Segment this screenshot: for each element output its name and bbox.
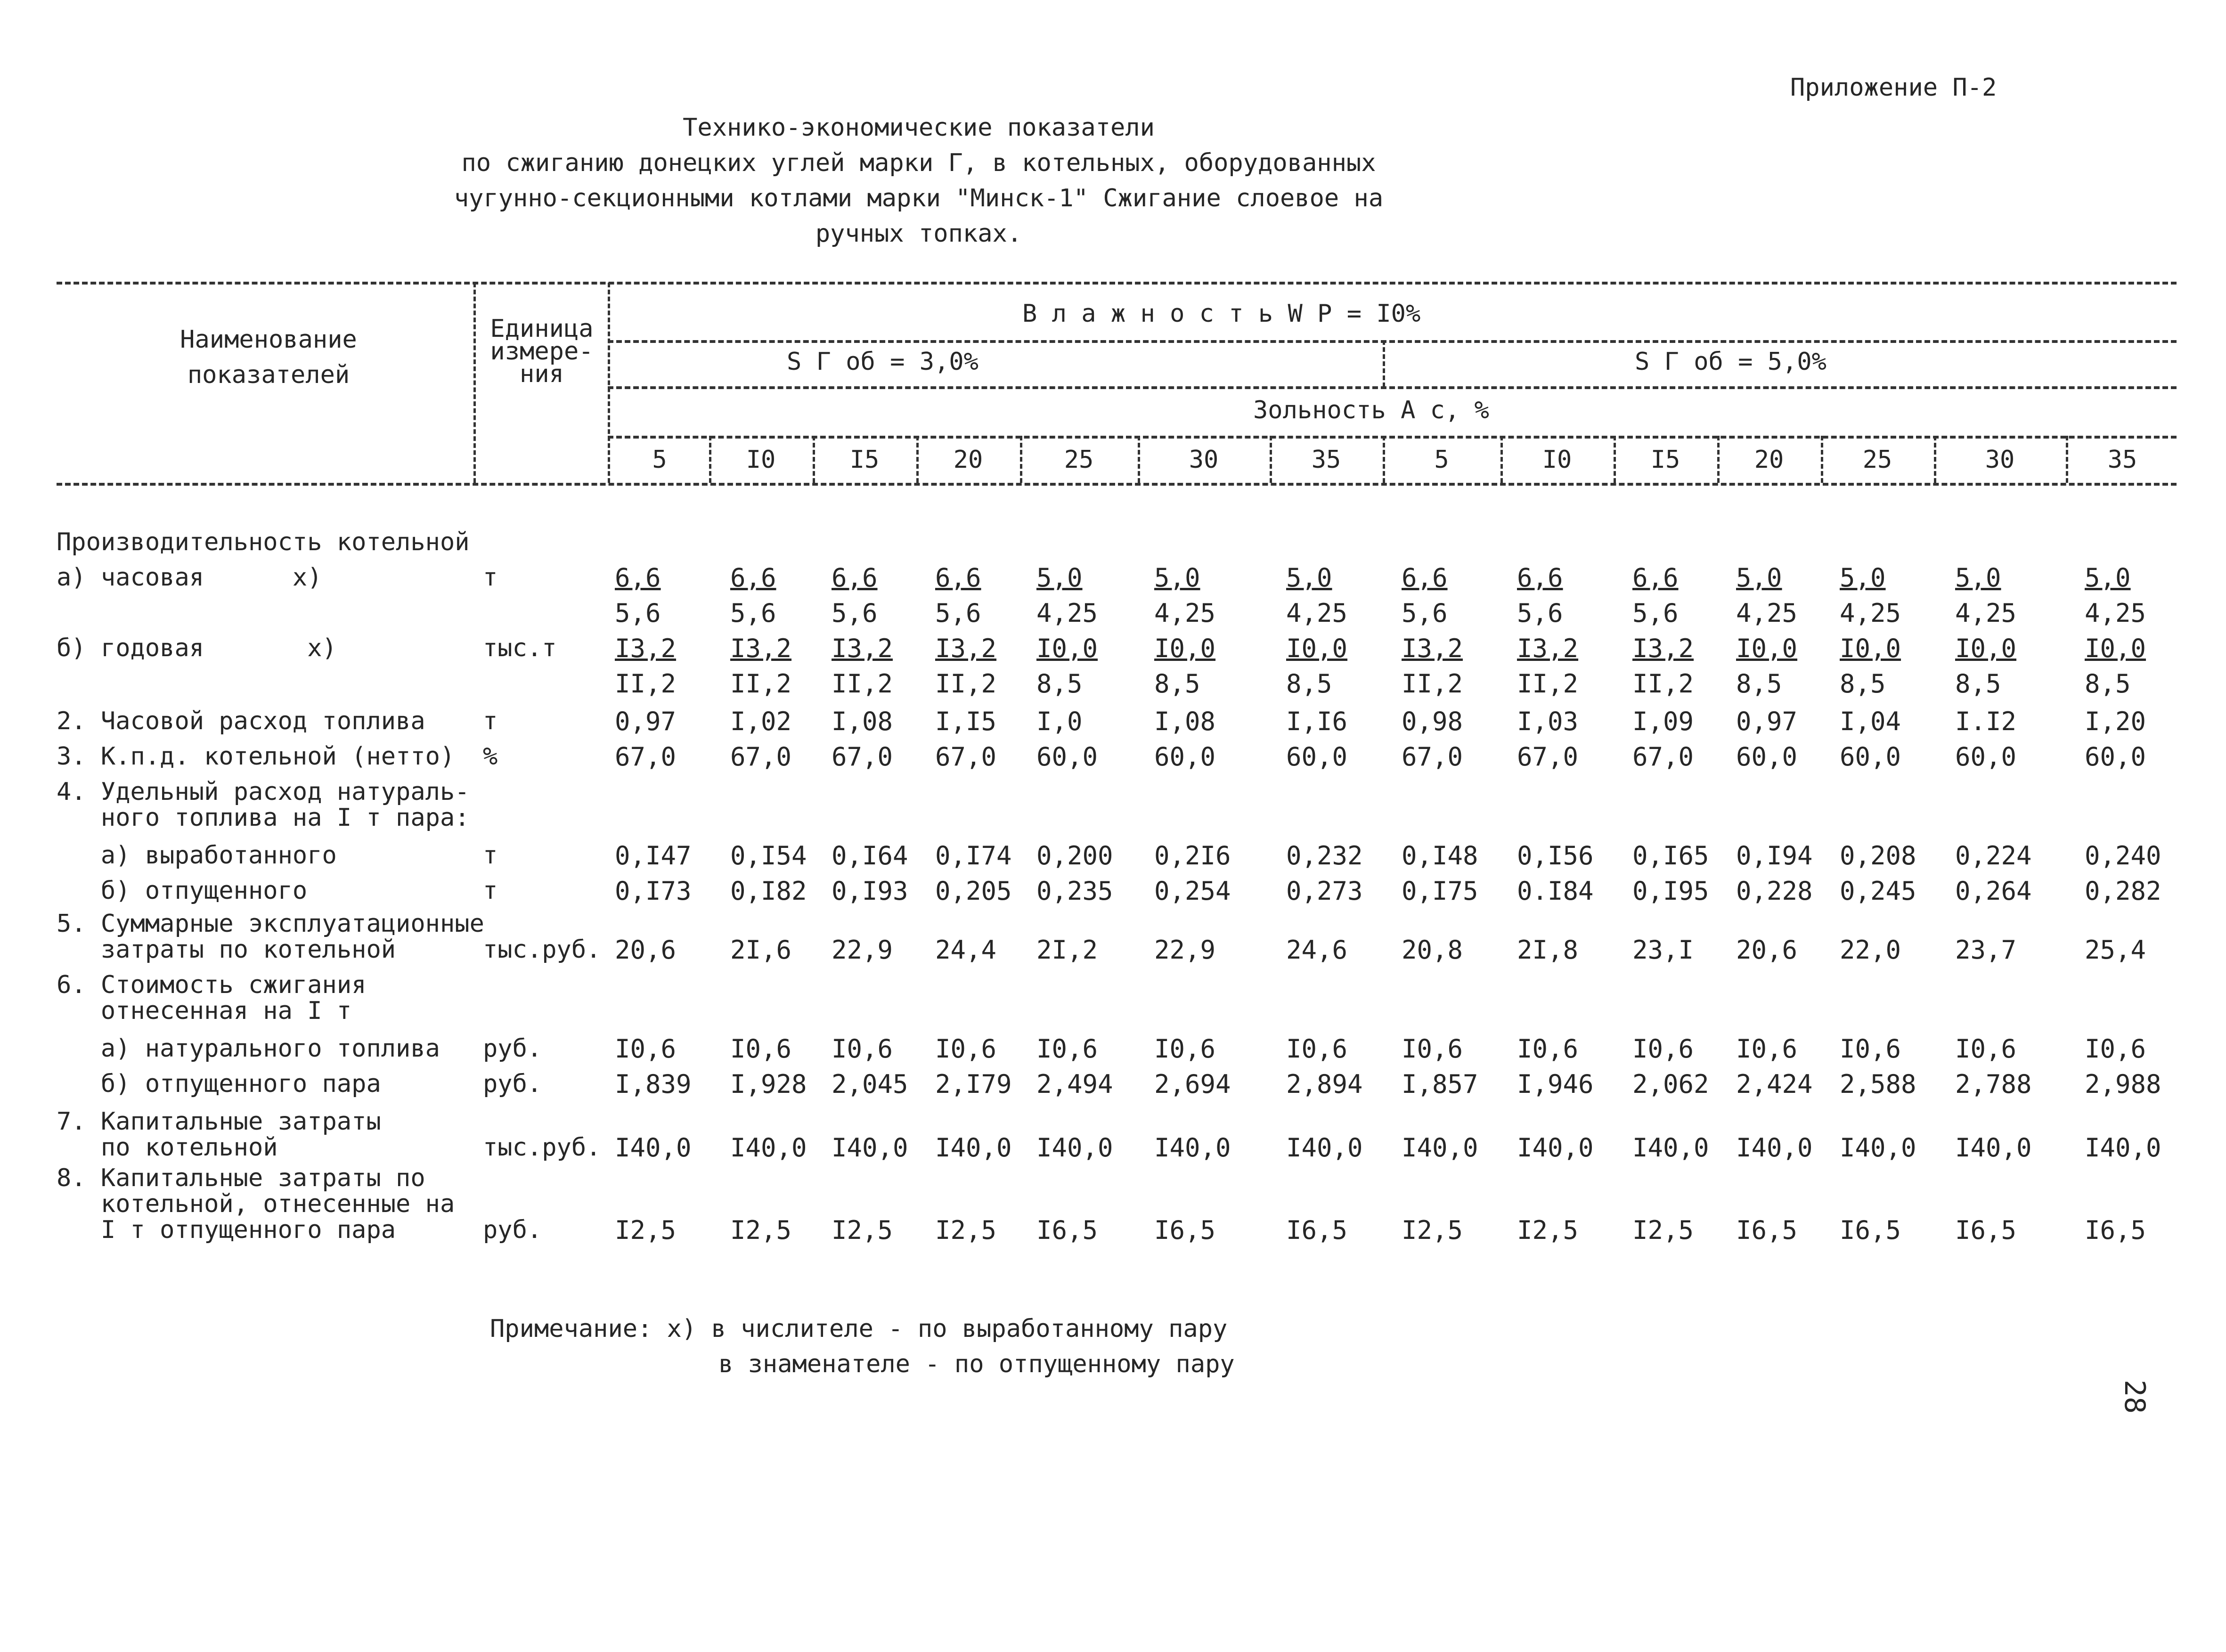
table-cell: 0,I74: [935, 841, 1012, 871]
table-cell: 0,I95: [1632, 876, 1709, 906]
table-cell: 60,0: [1840, 742, 1901, 772]
table-cell: 0,I94: [1736, 841, 1813, 871]
table-cell: 8,5: [1036, 669, 1083, 699]
header-unit-line-2: измере-: [490, 337, 594, 366]
table-cell: I40,0: [832, 1133, 908, 1163]
row-unit: %: [483, 742, 498, 771]
table-cell: I3,2: [1632, 634, 1694, 663]
table-cell: I40,0: [615, 1133, 692, 1163]
table-cell: I,928: [730, 1069, 807, 1099]
table-cell: I2,5: [1632, 1215, 1694, 1245]
table-cell: I3,2: [730, 634, 792, 663]
table-cell: I0,6: [935, 1034, 997, 1064]
title-line-3: чугунно-секционными котлами марки "Минск-1" Сжигание слоевое на: [454, 184, 1384, 212]
note-line-2: в знаменателе - по отпущенному пару: [718, 1350, 1235, 1378]
table-cell: I0,6: [1402, 1034, 1463, 1064]
table-cell: I40,0: [1955, 1133, 2032, 1163]
table-cell: I,0: [1036, 707, 1083, 736]
table-cell: 2,494: [1036, 1069, 1113, 1099]
table-cell: 4,25: [1840, 598, 1901, 628]
row-label: б) годовая х): [57, 634, 337, 662]
sulfur-right-header: S Г об = 5,0%: [1635, 348, 1826, 376]
table-cell: I0,6: [1632, 1034, 1694, 1064]
table-cell: 2I,6: [730, 935, 792, 965]
ash-value: 5: [1434, 446, 1449, 474]
moisture-header: В л а ж н о с т ь W P = I0%: [1022, 300, 1421, 328]
table-cell: 4,25: [1955, 598, 2017, 628]
table-cell: 0,98: [1402, 707, 1463, 736]
table-cell: I6,5: [1736, 1215, 1798, 1245]
table-cell: I3,2: [832, 634, 893, 663]
table-cell: 20,6: [615, 935, 677, 965]
row-label: а) натурального топлива: [57, 1034, 440, 1063]
table-cell: 4,25: [1036, 598, 1098, 628]
table-cell: I0,6: [1517, 1034, 1579, 1064]
table-cell: 0,I93: [832, 876, 908, 906]
table-cell: 67,0: [1632, 742, 1694, 772]
table-cell: 5,6: [832, 598, 878, 628]
table-cell: I3,2: [615, 634, 677, 663]
header-name-line-1: Наименование: [180, 326, 357, 354]
row-label: по котельной: [57, 1133, 278, 1162]
table-cell: I0,6: [1286, 1034, 1348, 1064]
header-unit-line-1: Единица: [490, 315, 594, 343]
ash-value: 20: [1754, 446, 1784, 474]
table-cell: 5,0: [1736, 563, 1782, 593]
table-cell: 4,25: [1154, 598, 1216, 628]
table-cell: I,02: [730, 707, 792, 736]
table-cell: 5,0: [2085, 563, 2131, 593]
table-cell: 6,6: [730, 563, 776, 593]
row-label: б) отпущенного пара: [57, 1070, 381, 1098]
table-cell: I0,6: [615, 1034, 677, 1064]
table-cell: 67,0: [1517, 742, 1579, 772]
table-cell: II,2: [1632, 669, 1694, 699]
sulfur-left-header: S Г об = 3,0%: [787, 348, 978, 376]
table-cell: 5,6: [730, 598, 776, 628]
table-cell: I40,0: [1840, 1133, 1916, 1163]
table-cell: I6,5: [1036, 1215, 1098, 1245]
table-cell: 0,I65: [1632, 841, 1709, 871]
table-cell: I0,0: [1036, 634, 1098, 663]
table-cell: I,946: [1517, 1069, 1594, 1099]
row-label: Производительность котельной: [57, 528, 470, 556]
table-cell: 24,6: [1286, 935, 1348, 965]
header-rule-1: [608, 340, 2177, 343]
table-cell: II,2: [935, 669, 997, 699]
table-cell: I2,5: [615, 1215, 677, 1245]
table-cell: 67,0: [1402, 742, 1463, 772]
table-cell: 67,0: [935, 742, 997, 772]
table-cell: 60,0: [1286, 742, 1348, 772]
header-rule-3: [608, 436, 2177, 439]
table-cell: 5,0: [1154, 563, 1200, 593]
table-cell: I40,0: [1036, 1133, 1113, 1163]
column-divider-name: [473, 283, 476, 483]
ash-value: I5: [1650, 446, 1680, 474]
table-cell: 2,424: [1736, 1069, 1813, 1099]
table-cell: I3,2: [935, 634, 997, 663]
table-cell: 8,5: [1840, 669, 1886, 699]
table-cell: I.I2: [1955, 707, 2017, 736]
row-unit: тыс.руб.: [483, 1133, 601, 1162]
row-label: а) часовая х): [57, 563, 322, 592]
header-bottom-rule: [57, 483, 2177, 486]
table-cell: II,2: [1517, 669, 1579, 699]
ash-header: Зольность A c, %: [1253, 396, 1489, 424]
appendix-label: Приложение П-2: [1790, 73, 1997, 102]
row-label: ного топлива на I т пара:: [57, 804, 470, 832]
row-label: 2. Часовой расход топлива: [57, 707, 425, 735]
table-cell: I,839: [615, 1069, 692, 1099]
table-cell: 0,I48: [1402, 841, 1478, 871]
table-cell: 0,200: [1036, 841, 1113, 871]
ash-value: I0: [1542, 446, 1572, 474]
table-cell: I,08: [1154, 707, 1216, 736]
row-label: 7. Капитальные затраты: [57, 1107, 381, 1136]
table-cell: 60,0: [1036, 742, 1098, 772]
table-cell: 2,788: [1955, 1069, 2032, 1099]
table-cell: 0,254: [1154, 876, 1231, 906]
table-cell: I2,5: [730, 1215, 792, 1245]
table-cell: I,09: [1632, 707, 1694, 736]
table-cell: 22,9: [832, 935, 893, 965]
table-cell: 5,0: [1840, 563, 1886, 593]
table-cell: 0,I73: [615, 876, 692, 906]
table-cell: 0,282: [2085, 876, 2161, 906]
table-cell: 20,6: [1736, 935, 1798, 965]
table-cell: II,2: [832, 669, 893, 699]
table-cell: I3,2: [1402, 634, 1463, 663]
table-cell: I0,6: [832, 1034, 893, 1064]
table-cell: 5,6: [615, 598, 661, 628]
title-line-2: по сжиганию донецких углей марки Г, в котельных, оборудованных: [461, 149, 1376, 177]
table-cell: I2,5: [832, 1215, 893, 1245]
table-cell: 5,6: [935, 598, 981, 628]
table-cell: I6,5: [1154, 1215, 1216, 1245]
table-cell: I40,0: [935, 1133, 1012, 1163]
header-unit-line-3: ния: [520, 360, 564, 388]
table-cell: I0,6: [1154, 1034, 1216, 1064]
table-cell: I40,0: [1736, 1133, 1813, 1163]
table-cell: I0,0: [1286, 634, 1348, 663]
table-cell: 0,97: [615, 707, 677, 736]
table-cell: 5,6: [1517, 598, 1563, 628]
table-cell: 8,5: [1955, 669, 2001, 699]
table-cell: 4,25: [1736, 598, 1798, 628]
table-cell: 2I,2: [1036, 935, 1098, 965]
table-cell: 0,240: [2085, 841, 2161, 871]
table-cell: I0,6: [1955, 1034, 2017, 1064]
row-unit: т: [483, 563, 498, 592]
ash-value: 5: [652, 446, 667, 474]
table-cell: 5,6: [1632, 598, 1679, 628]
table-cell: 0,I54: [730, 841, 807, 871]
table-cell: 0,273: [1286, 876, 1363, 906]
ash-value: 25: [1862, 446, 1892, 474]
table-cell: 2,988: [2085, 1069, 2161, 1099]
column-divider-unit: [608, 283, 610, 483]
table-cell: I,20: [2085, 707, 2146, 736]
table-cell: I6,5: [2085, 1215, 2146, 1245]
row-unit: руб.: [483, 1216, 542, 1244]
row-label: 3. К.п.д. котельной (нетто): [57, 742, 455, 771]
table-cell: 67,0: [615, 742, 677, 772]
row-label: 6. Стоимость сжигания: [57, 971, 367, 999]
ash-value: 20: [953, 446, 983, 474]
table-cell: I6,5: [1840, 1215, 1901, 1245]
note-line-1: Примечание: х) в числителе - по выработанному пару: [490, 1315, 1228, 1343]
page-number: 28: [2118, 1379, 2152, 1414]
table-cell: I2,5: [1517, 1215, 1579, 1245]
ash-value: I5: [849, 446, 880, 474]
table-cell: I0,0: [1736, 634, 1798, 663]
table-cell: I40,0: [1517, 1133, 1594, 1163]
table-cell: 23,7: [1955, 935, 2017, 965]
table-cell: 23,I: [1632, 935, 1694, 965]
table-cell: 60,0: [1154, 742, 1216, 772]
table-cell: 0,205: [935, 876, 1012, 906]
table-cell: I40,0: [2085, 1133, 2161, 1163]
row-unit: т: [483, 877, 498, 905]
table-cell: 6,6: [615, 563, 661, 593]
table-cell: 0,I47: [615, 841, 692, 871]
header-rule-2: [608, 386, 2177, 389]
table-cell: 8,5: [1154, 669, 1200, 699]
table-top-rule: [57, 282, 2177, 285]
table-cell: 0,I64: [832, 841, 908, 871]
table-cell: 0,I56: [1517, 841, 1594, 871]
table-cell: I6,5: [1286, 1215, 1348, 1245]
sulfur-divider: [1383, 340, 1385, 387]
ash-value: I0: [746, 446, 776, 474]
table-cell: I40,0: [1402, 1133, 1478, 1163]
row-label: б) отпущенного: [57, 877, 308, 905]
table-cell: 6,6: [1402, 563, 1448, 593]
table-cell: 2,062: [1632, 1069, 1709, 1099]
ash-value: 35: [2107, 446, 2137, 474]
row-label: 5. Суммарные эксплуатационные: [57, 910, 484, 938]
table-cell: I0,0: [1840, 634, 1901, 663]
table-cell: 25,4: [2085, 935, 2146, 965]
table-cell: II,2: [1402, 669, 1463, 699]
table-cell: 0,208: [1840, 841, 1916, 871]
table-cell: I3,2: [1517, 634, 1579, 663]
table-cell: 5,0: [1036, 563, 1083, 593]
title-line-4: ручных топках.: [815, 220, 1022, 248]
table-cell: I40,0: [730, 1133, 807, 1163]
ash-value: 35: [1311, 446, 1341, 474]
table-cell: 0,245: [1840, 876, 1916, 906]
table-cell: I0,6: [1036, 1034, 1098, 1064]
row-unit: руб.: [483, 1070, 542, 1098]
table-cell: 5,0: [1955, 563, 2001, 593]
table-cell: 22,9: [1154, 935, 1216, 965]
row-label: затраты по котельной: [57, 936, 396, 964]
table-cell: 4,25: [1286, 598, 1348, 628]
table-cell: 8,5: [2085, 669, 2131, 699]
table-cell: 2,588: [1840, 1069, 1916, 1099]
table-cell: 60,0: [1736, 742, 1798, 772]
table-cell: 8,5: [1736, 669, 1782, 699]
table-cell: I0,6: [1736, 1034, 1798, 1064]
table-cell: 24,4: [935, 935, 997, 965]
row-unit: тыс.руб.: [483, 936, 601, 964]
table-cell: 2,894: [1286, 1069, 1363, 1099]
table-cell: I,857: [1402, 1069, 1478, 1099]
table-cell: 20,8: [1402, 935, 1463, 965]
row-unit: руб.: [483, 1034, 542, 1063]
table-cell: 0.I84: [1517, 876, 1594, 906]
table-cell: 60,0: [1955, 742, 2017, 772]
row-label: котельной, отнесенные на: [57, 1190, 455, 1218]
ash-value: 30: [1985, 446, 2015, 474]
table-cell: I0,6: [1840, 1034, 1901, 1064]
table-cell: 0,224: [1955, 841, 2032, 871]
table-cell: I6,5: [1955, 1215, 2017, 1245]
table-cell: 6,6: [1632, 563, 1679, 593]
row-label: 8. Капитальные затраты по: [57, 1164, 425, 1192]
table-cell: I,04: [1840, 707, 1901, 736]
table-cell: I2,5: [1402, 1215, 1463, 1245]
table-cell: 0,264: [1955, 876, 2032, 906]
table-cell: I40,0: [1632, 1133, 1709, 1163]
table-cell: 6,6: [832, 563, 878, 593]
table-cell: 67,0: [832, 742, 893, 772]
row-label: отнесенная на I т: [57, 997, 352, 1025]
table-cell: I0,6: [2085, 1034, 2146, 1064]
table-cell: II,2: [730, 669, 792, 699]
table-cell: 5,6: [1402, 598, 1448, 628]
table-cell: I,I6: [1286, 707, 1348, 736]
table-cell: 60,0: [2085, 742, 2146, 772]
ash-value: 25: [1064, 446, 1094, 474]
table-cell: I2,5: [935, 1215, 997, 1245]
row-label: 4. Удельный расход натураль-: [57, 778, 470, 806]
header-name-line-2: показателей: [187, 361, 350, 389]
table-cell: I40,0: [1286, 1133, 1363, 1163]
table-cell: I,03: [1517, 707, 1579, 736]
table-cell: 6,6: [935, 563, 981, 593]
table-cell: 0,97: [1736, 707, 1798, 736]
title-line-1: Технико-экономические показатели: [683, 114, 1155, 142]
table-cell: 4,25: [2085, 598, 2146, 628]
table-cell: 5,0: [1286, 563, 1332, 593]
row-unit: т: [483, 841, 498, 870]
table-cell: I0,0: [1955, 634, 2017, 663]
table-cell: 2I,8: [1517, 935, 1579, 965]
table-cell: 67,0: [730, 742, 792, 772]
table-cell: 0,I75: [1402, 876, 1478, 906]
table-cell: I40,0: [1154, 1133, 1231, 1163]
row-label: I т отпущенного пара: [57, 1216, 396, 1244]
table-cell: 0,235: [1036, 876, 1113, 906]
table-cell: 0,228: [1736, 876, 1813, 906]
table-cell: 0,232: [1286, 841, 1363, 871]
table-cell: 2,I79: [935, 1069, 1012, 1099]
row-label: а) выработанного: [57, 841, 337, 870]
table-cell: 0,2I6: [1154, 841, 1231, 871]
table-cell: 2,694: [1154, 1069, 1231, 1099]
table-cell: I0,6: [730, 1034, 792, 1064]
table-cell: 2,045: [832, 1069, 908, 1099]
row-unit: тыс.т: [483, 634, 557, 662]
table-cell: 0,I82: [730, 876, 807, 906]
table-cell: I,08: [832, 707, 893, 736]
table-cell: 6,6: [1517, 563, 1563, 593]
table-cell: 22,0: [1840, 935, 1901, 965]
table-cell: I0,0: [1154, 634, 1216, 663]
table-cell: 8,5: [1286, 669, 1332, 699]
table-cell: I0,0: [2085, 634, 2146, 663]
table-cell: I,I5: [935, 707, 997, 736]
table-cell: II,2: [615, 669, 677, 699]
row-unit: т: [483, 707, 498, 735]
ash-value: 30: [1189, 446, 1219, 474]
